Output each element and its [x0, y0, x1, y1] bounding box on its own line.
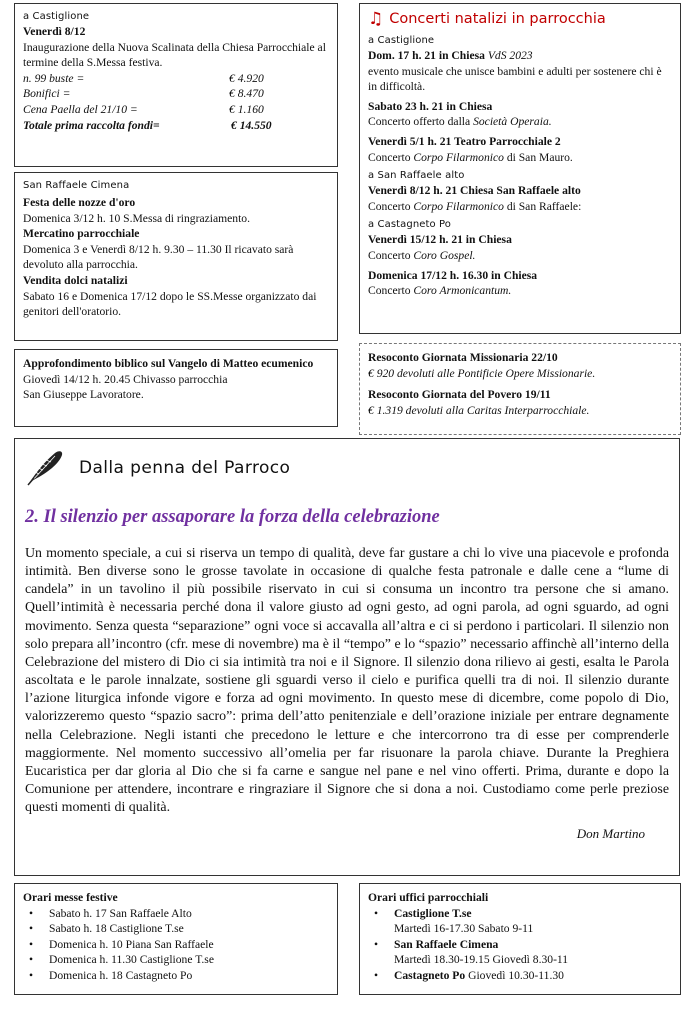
office-hours-title: Orari uffici parrocchiali	[368, 891, 489, 904]
office-name: Castagneto Po	[394, 968, 466, 982]
item-title: Vendita dolci natalizi	[23, 273, 128, 287]
article-body: Un momento speciale, a cui si riserva un tempo di qualità, deve far gustare a chi lo vive una piacevole e profonda intimità. Ben diverse sono le grosse tavolate in occasione di qualche festa patronale e dalle cene a “lume di candela” in un tavolino il più possibile riservato in cui si consuma un incontro tra persone che si amano. Quell’intimità è necessaria perché dona il valore giusto ad ogni gesto, ad ogni parola, ad ogni sguardo, ad ogni movimento. Senza questa “separazione” ogni voce si accavalla all’altra e ci si perdono i particolari. Il silenzio non solo prepara all’incontro (cfr. mese di novembre) ma è il “tempo” e lo “spazio” necessario affinchè all’interno della Celebrazione del mistero di Dio ci sia intimità tra noi e il Signore. Il silenzio dona rilievo ai gesti, esalta le Parola ascoltata e le parole innalzate, sostiene gli sguardi verso il cielo e purifica quelli tra di noi. Il silenzio durante l’azione liturgica infonde vigore e forza ad ogni movimento. In questo mese di dicembre, come popolo di Dio, valorizzeremo questo “spazio sacro”: prima dell’atto penitenziale e dell’orazione iniziale per entrare degnamente nella Celebrazione. Negli istanti che precedono le letture e che intercorrono tra di esse per comprenderle maggiormente. Nel momento successivo all’omelia per far risuonare la parola chiave. Durante la Preghiera Eucaristica per dar gloria al Dio che si fa carne e sangue nel pane e nel vino offerti. Prima, durante e dopo la Comunione per attendere, incontrare e ringraziare il Signore che si dona a noi. Custodiamo come perle preziose questi momenti di qualità.	[25, 546, 669, 816]
concert-text	[368, 114, 672, 130]
concert-head: Dom. 17 h. 21 in Chiesa	[368, 49, 485, 62]
event-description: Inaugurazione della Nuova Scalinata della Chiesa Parrocchiale al termine della S.Messa festiva.	[23, 40, 326, 70]
donation-value: € 1.160	[229, 102, 264, 116]
office-hours: Martedì 16-17.30 Sabato 9-11	[394, 922, 534, 936]
list-item	[368, 968, 672, 984]
donation-value: € 4.920	[229, 71, 264, 85]
list-item: • Domenica h. 10 Piana San Raffaele	[23, 937, 329, 953]
item-text: Domenica 3/12 h. 10 S.Messa di ringraziamento.	[23, 211, 250, 225]
list-item: • Sabato h. 18 Castiglione T.se	[23, 921, 329, 937]
item-title: Mercatino parrocchiale	[23, 227, 140, 241]
concert-performer: Coro Armonicantum.	[413, 284, 512, 298]
bible-line: San Giuseppe Lavoratore.	[23, 388, 144, 402]
concerts-title: Concerti natalizi in parrocchia	[389, 11, 606, 27]
bible-study-box	[14, 349, 338, 427]
concert-text	[368, 283, 672, 299]
report-text: € 920 devoluti alle Pontificie Opere Missionarie.	[368, 366, 596, 380]
concerts-box	[359, 3, 681, 334]
report-title: Resoconto Giornata Missionaria 22/10	[368, 351, 558, 364]
donation-total-label: Totale prima raccolta fondi=	[23, 118, 160, 132]
place-label: San Raffaele Cimena	[23, 180, 130, 191]
bible-line: Giovedì 14/12 h. 20.45 Chivasso parrocchia	[23, 372, 228, 386]
place-label: a San Raffaele alto	[368, 170, 465, 182]
concert-head-tag: VdS 2023	[487, 49, 533, 62]
concert-text	[368, 150, 672, 166]
concerts-header	[368, 10, 672, 28]
donation-row	[23, 102, 329, 118]
concert-performer: Corpo Filarmonico	[413, 150, 504, 164]
quill-pen-icon	[25, 447, 65, 492]
concert-text-part: Concerto	[368, 150, 411, 164]
item-text: Sabato 16 e Domenica 17/12 dopo le SS.Messe organizzato dai genitori dell'oratorio.	[23, 289, 317, 319]
mass-times-title: Orari messe festive	[23, 891, 118, 904]
donation-total-row	[23, 118, 329, 134]
office-hours-box	[359, 883, 681, 995]
donation-row	[23, 71, 329, 87]
concert-head: Domenica 17/12 h. 16.30 in Chiesa	[368, 268, 538, 282]
concert-head: Venerdì 15/12 h. 21 in Chiesa	[368, 233, 512, 247]
list-item	[368, 906, 672, 937]
report-text: € 1.319 devoluti alla Caritas Interparrocchiale.	[368, 403, 590, 417]
donation-label: Cena Paella del 21/10 =	[23, 102, 138, 116]
concert-text-part: di San Mauro.	[506, 150, 573, 164]
concert-performer: Corpo Filarmonico	[413, 199, 504, 213]
office-name: • Castiglione T.se	[394, 906, 472, 920]
donation-value: € 8.470	[229, 87, 264, 101]
place-label: a Castiglione	[23, 11, 90, 22]
concert-head: Sabato 23 h. 21 in Chiesa	[368, 99, 493, 113]
concert-text	[368, 248, 672, 264]
place-label: a Castagneto Po	[368, 219, 452, 231]
music-note-icon: ♫	[368, 9, 384, 29]
pastor-article	[14, 438, 680, 876]
article-signature: Don Martino	[576, 826, 645, 842]
donation-label: Bonifici =	[23, 87, 71, 101]
item-text: Domenica 3 e Venerdì 8/12 h. 9.30 – 11.30 Il ricavato sarà devoluto alla parrocchia.	[23, 242, 294, 272]
office-hours: Giovedì 10.30-11.30	[468, 968, 564, 982]
place-label: a Castiglione	[368, 35, 435, 46]
mass-times-list	[23, 906, 329, 984]
concert-text-part: Concerto offerto dalla	[368, 115, 471, 129]
donation-label: n. 99 buste =	[23, 71, 85, 85]
list-item: • Domenica h. 11.30 Castiglione T.se	[23, 952, 329, 968]
item-title: Festa delle nozze d'oro	[23, 196, 136, 209]
office-hours-list	[368, 906, 672, 984]
concert-text-part: di San Raffaele:	[506, 199, 582, 213]
bible-title: Approfondimento biblico sul Vangelo di Matteo ecumenico	[23, 357, 314, 370]
concert-text-part: Concerto	[368, 199, 411, 213]
list-item	[368, 937, 672, 968]
san-raffaele-box	[14, 172, 338, 341]
article-header-label: Dalla penna del Parroco	[79, 458, 291, 479]
concert-head: Venerdì 8/12 h. 21 Chiesa San Raffaele alto	[368, 184, 581, 198]
concert-text-part: Concerto	[368, 284, 411, 298]
concert-entry	[368, 48, 672, 64]
concert-text	[368, 199, 672, 215]
concert-text: evento musicale che unisce bambini e adulti per sostenere chi è in difficoltà.	[368, 64, 662, 94]
castiglione-event-box	[14, 3, 338, 167]
concert-performer: Coro Gospel.	[413, 248, 476, 262]
concert-text-part: Concerto	[368, 248, 411, 262]
donation-total-value: € 14.550	[231, 118, 272, 132]
article-header	[25, 447, 669, 491]
concert-performer: Società Operaia.	[473, 115, 552, 129]
event-date: Venerdì 8/12	[23, 25, 86, 38]
donation-row	[23, 86, 329, 102]
office-name: • San Raffaele Cimena	[394, 937, 499, 951]
report-title: Resoconto Giornata del Povero 19/11	[368, 388, 551, 402]
concert-head: Venerdì 5/1 h. 21 Teatro Parrocchiale 2	[368, 134, 561, 148]
list-item: • Domenica h. 18 Castagneto Po	[23, 968, 329, 984]
report-box	[359, 343, 681, 435]
office-hours: Martedì 18.30-19.15 Giovedì 8.30-11	[394, 953, 569, 967]
mass-times-box	[14, 883, 338, 995]
article-title: 2. Il silenzio per assaporare la forza della celebrazione	[25, 507, 440, 527]
list-item: • Sabato h. 17 San Raffaele Alto	[23, 906, 329, 922]
